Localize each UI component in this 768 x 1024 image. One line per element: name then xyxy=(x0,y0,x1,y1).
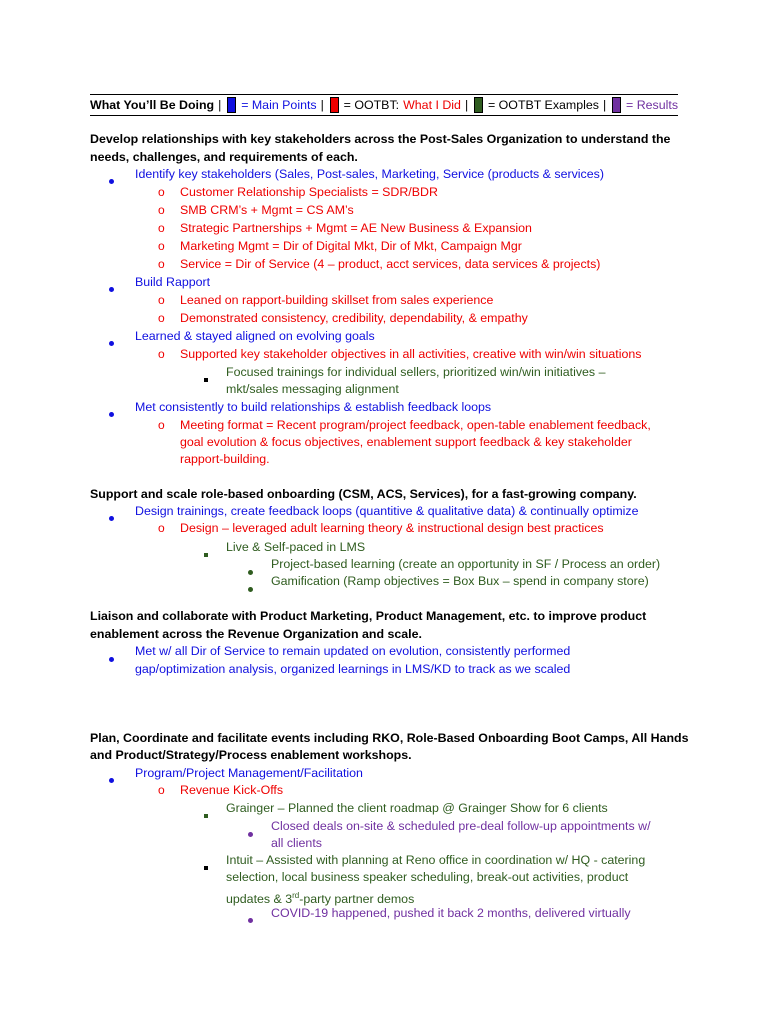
legend-separator: | xyxy=(602,98,607,112)
bullet-circle-icon: o xyxy=(158,239,165,253)
section-heading: Liaison and collaborate with Product Marketing, Product Management, etc. to improve product xyxy=(90,609,647,623)
bullet-circle-icon: o xyxy=(158,221,165,235)
legend-header xyxy=(90,94,678,116)
legend-title: What You’ll Be Doing xyxy=(90,98,215,112)
bullet-circle-icon: o xyxy=(158,185,165,199)
bullet-circle-icon: o xyxy=(158,311,165,325)
bullet-dot-icon xyxy=(248,911,253,928)
bullet-circle-icon: o xyxy=(158,347,165,361)
green-swatch xyxy=(474,97,483,113)
list-item: Demonstrated consistency, credibility, dependability, & empathy xyxy=(180,311,528,325)
list-item: COVID-19 happened, pushed it back 2 months, delivered virtually xyxy=(271,906,631,920)
red-swatch xyxy=(330,97,339,113)
list-item: Leaned on rapport-building skillset from sales experience xyxy=(180,293,494,307)
bullet-circle-icon: o xyxy=(158,203,165,217)
list-item: Service = Dir of Service (4 – product, acct services, data services & projects) xyxy=(180,257,601,271)
list-item: Met w/ all Dir of Service to remain updated on evolution, consistently performed xyxy=(135,644,571,658)
legend-separator: | xyxy=(464,98,469,112)
legend-ootbt-examples: = OOTBT Examples xyxy=(487,98,599,112)
bullet-dot-icon xyxy=(248,580,253,597)
legend-separator: | xyxy=(320,98,324,112)
section-heading: Develop relationships with key stakeholders across the Post-Sales Organization to understand the xyxy=(90,132,671,146)
bullet-square-icon xyxy=(204,858,208,875)
legend-separator: | xyxy=(218,98,222,112)
bullet-square-icon xyxy=(204,370,208,387)
purple-swatch xyxy=(612,97,621,113)
list-item: Identify key stakeholders (Sales, Post-sales, Marketing, Service (products & services) xyxy=(135,167,604,181)
list-item: Design – leveraged adult learning theory & instructional design best practices xyxy=(180,521,604,535)
section-heading: enablement across the Revenue Organization and scale. xyxy=(90,627,422,641)
bullet-circle-icon: o xyxy=(158,783,165,797)
list-item: Build Rapport xyxy=(135,275,211,289)
list-item: Strategic Partnerships + Mgmt = AE New Business & Expansion xyxy=(180,221,532,235)
legend-what-i-did: What I Did xyxy=(403,98,461,112)
list-item: Program/Project Management/Facilitation xyxy=(135,766,363,780)
section-heading: needs, challenges, and requirements of each. xyxy=(90,150,358,164)
legend-ootbt-prefix: = OOTBT: xyxy=(343,98,400,112)
bullet-dot-icon xyxy=(109,650,114,667)
list-item: Supported key stakeholder objectives in all activities, creative with win/win situations xyxy=(180,347,642,361)
list-item-continuation: goal evolution & focus objectives, enablement support feedback & key stakeholder xyxy=(180,435,632,449)
list-item: Live & Self-paced in LMS xyxy=(226,540,366,554)
text-fragment: -party partner demos xyxy=(299,892,415,907)
bullet-dot-icon xyxy=(109,280,114,297)
text-fragment: updates & 3 xyxy=(226,892,293,907)
list-item-continuation: rapport-building. xyxy=(180,452,270,466)
bullet-dot-icon xyxy=(109,771,114,788)
list-item: Design trainings, create feedback loops (quantitive & qualitative data) & continually optimize xyxy=(135,504,639,518)
list-item: Customer Relationship Specialists = SDR/BDR xyxy=(180,185,438,199)
bullet-dot-icon xyxy=(248,825,253,842)
list-item: Project-based learning (create an opportunity in SF / Process an order) xyxy=(271,557,661,571)
blue-swatch xyxy=(227,97,236,113)
list-item-continuation: mkt/sales messaging alignment xyxy=(226,382,399,396)
bullet-circle-icon: o xyxy=(158,293,165,307)
list-item: Grainger – Planned the client roadmap @ Grainger Show for 6 clients xyxy=(226,801,608,815)
section-heading: and Product/Strategy/Process enablement workshops. xyxy=(90,748,412,762)
list-item: Learned & stayed aligned on evolving goals xyxy=(135,329,375,343)
list-item: Focused trainings for individual sellers, prioritized win/win initiatives – xyxy=(226,365,606,379)
list-item-continuation: gap/optimization analysis, organized learnings in LMS/KD to track as we scaled xyxy=(135,662,571,676)
list-item: SMB CRM’s + Mgmt = CS AM’s xyxy=(180,203,354,217)
superscript: rd xyxy=(292,891,300,900)
legend-results: = Results xyxy=(626,98,679,112)
list-item: Gamification (Ramp objectives = Box Bux – spend in company store) xyxy=(271,574,649,588)
bullet-square-icon xyxy=(204,806,208,823)
list-item: Meeting format = Recent program/project feedback, open-table enablement feedback, xyxy=(180,418,651,432)
list-item: Marketing Mgmt = Dir of Digital Mkt, Dir of Mkt, Campaign Mgr xyxy=(180,239,522,253)
list-item: Revenue Kick-Offs xyxy=(180,783,284,797)
bullet-square-icon xyxy=(204,545,208,562)
legend-main-points: = Main Points xyxy=(241,98,317,112)
bullet-dot-icon xyxy=(109,172,114,189)
list-item-continuation: all clients xyxy=(271,836,322,850)
bullet-circle-icon: o xyxy=(158,521,165,535)
bullet-dot-icon xyxy=(109,334,114,351)
bullet-dot-icon xyxy=(248,563,253,580)
bullet-circle-icon: o xyxy=(158,418,165,432)
list-item: Closed deals on-site & scheduled pre-deal follow-up appointments w/ xyxy=(271,819,651,833)
list-item: Intuit – Assisted with planning at Reno office in coordination w/ HQ - catering xyxy=(226,853,646,867)
section-heading: Plan, Coordinate and facilitate events including RKO, Role-Based Onboarding Boot Camps, All Hands xyxy=(90,731,689,745)
list-item: Met consistently to build relationships & establish feedback loops xyxy=(135,400,492,414)
list-item-continuation: selection, local business speaker scheduling, break-out activities, product xyxy=(226,870,629,884)
bullet-dot-icon xyxy=(109,509,114,526)
bullet-dot-icon xyxy=(109,405,114,422)
bullet-circle-icon: o xyxy=(158,257,165,271)
section-heading: Support and scale role-based onboarding (CSM, ACS, Services), for a fast-growing company. xyxy=(90,487,637,501)
